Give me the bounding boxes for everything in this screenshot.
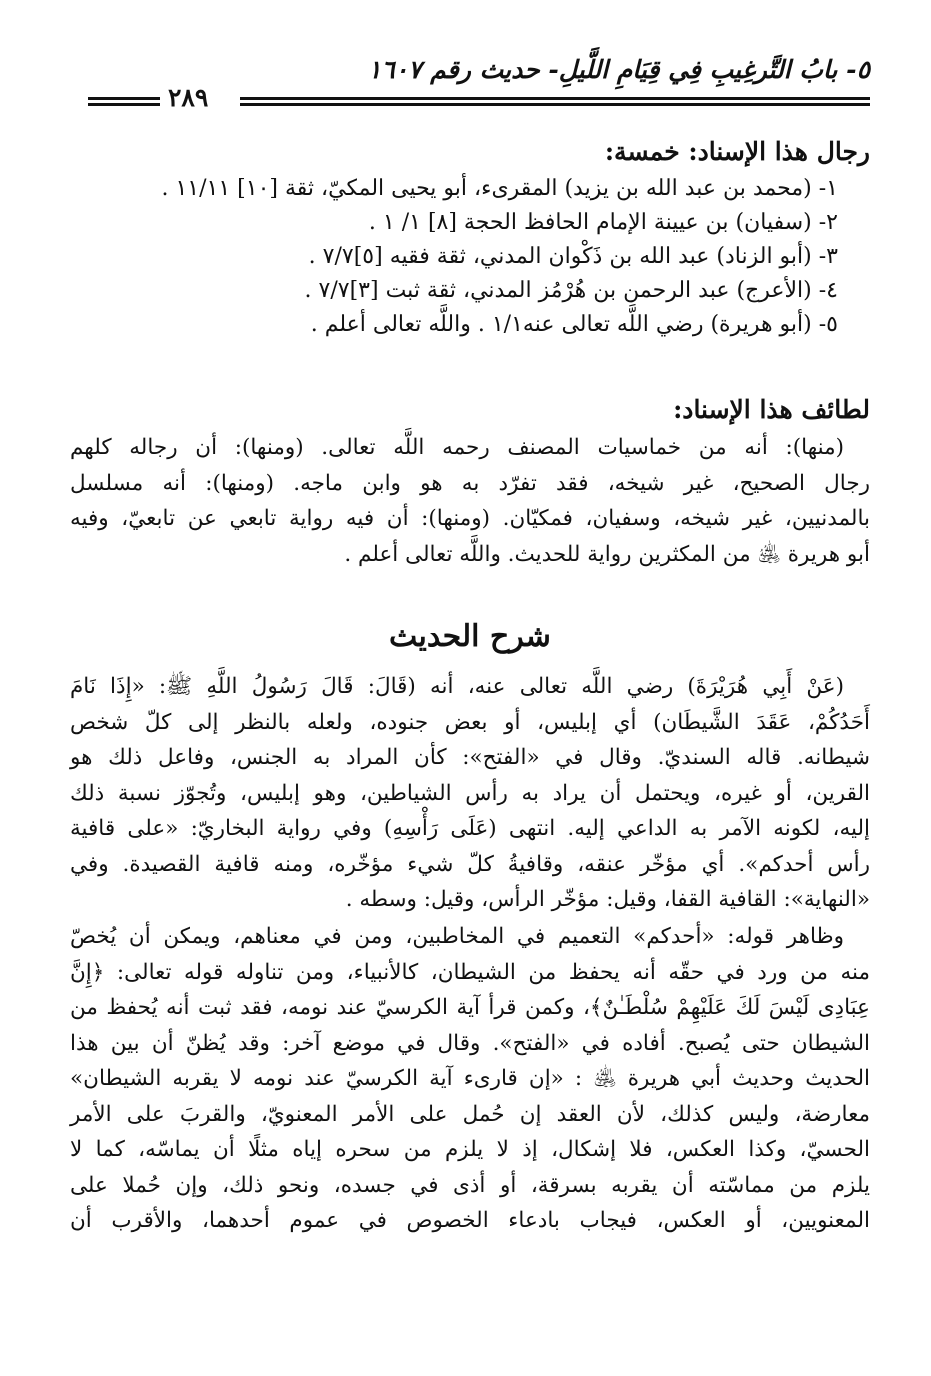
lataif-section — [70, 390, 870, 572]
running-title: ٥- بابُ التَّرغِيبِ فِي قِيَامِ اللَّيلِ- حديث رقم ١٦٠٧ — [367, 55, 870, 84]
paragraph-line: بالمدنيين، غير شيخه، وسفيان، فمكيّان. (ومنها): أن فيه رواية تابعي عن تابعيّ، وفيه — [70, 506, 870, 531]
paragraph-line: (عَنْ أَبِي هُرَيْرَةَ) رضي اللَّه تعالى عنه، أنه (قَالَ: قَالَ رَسُولُ اللَّهِ ﷺ: «إِذَا نَامَ — [70, 674, 844, 699]
page-header — [70, 55, 870, 115]
section-title: شرح الحديث — [389, 619, 551, 654]
paragraph-line: القرين، أو غيره، ويحتمل أن يراد به رأس الشياطين، وهو إبليس، وتُجوّز نسبة ذلك — [70, 780, 870, 806]
paragraph-line: وظاهر قوله: «أحدكم» التعميم في المخاطبين، ومن في معناهم، ويمكن أن يُخصّ — [70, 924, 844, 949]
rijal-heading: رجال هذا الإسناد: خمسة: — [604, 137, 870, 166]
paragraph-line: المعنويين، أو العكس، فيجاب بادعاء الخصوص في عموم أحدهما، والأقرب أن — [70, 1208, 870, 1233]
lataif-heading: لطائف هذا الإسناد: — [673, 395, 870, 424]
rijal-section — [70, 132, 870, 342]
sharh-paragraph-2 — [70, 919, 870, 1239]
paragraph-line: معارضة، وليس كذلك، لأن العقد إن حُمل على الأمر المعنويّ، والقربَ على الأمر — [70, 1101, 870, 1127]
paragraph-line: أَحَدُكُمْ، عَقَدَ الشَّيطَان) أي إبليس، أو بعض جنوده، ولعله بالنظر إلى كلّ شخص — [70, 709, 870, 735]
paragraph-line: رأس أحدكم». أي مؤخّر عنقه، وقافيةُ كلّ شيء مؤخّره، ومنه قافية القصيدة. وفي — [70, 851, 870, 877]
paragraph-line: منه من ورد في حقّه أنه يحفظ من الشيطان، كالأنبياء، ومن تناوله قوله تعالى: ﴿إِنَّ — [70, 959, 870, 985]
sharh-paragraph-1 — [70, 669, 870, 918]
paragraph-line: عِبَادِى لَيْسَ لَكَ عَلَيْهِمْ سُلْطَـٰنٌ﴾، وكمن قرأ آية الكرسيّ عند نومه، فقد ثبت أنه يُحفظ من — [70, 995, 870, 1020]
paragraph-line: أبو هريرة ﵁ من المكثرين رواية للحديث. واللَّه تعالى أعلم . — [344, 541, 870, 567]
narrator-item: ٢- (سفيان) بن عيينة الإمام الحافظ الحجة [٨] ١/ ١ . — [368, 210, 838, 235]
paragraph-line: يلزم من مماسّته أن يقربه بسرقة، أو أذى في جسده، ونحو ذلك، وإن حُملا على — [70, 1172, 870, 1198]
paragraph-line: (منها): أنه من خماسيات المصنف رحمه اللَّه تعالى. (ومنها): أن رجاله كلهم — [70, 435, 844, 460]
paragraph-line: الحديث وحديث أبي هريرة ﵁ : «إن قارىء آية الكرسيّ عند نومه لا يقربه الشيطان» — [70, 1066, 870, 1091]
narrator-item: ٣- (أبو الزناد) عبد الله بن ذَكْوان المدني، ثقة فقيه [٥]٧/٧ . — [308, 244, 838, 269]
page-number-rule — [88, 97, 160, 106]
narrator-item: ١- (محمد بن عبد الله بن يزيد) المقرىء، أبو يحيى المكيّ، ثقة [١٠] ١١/١١ . — [161, 176, 838, 201]
paragraph-line: «النهاية»: القافية القفا، وقيل: مؤخّر الرأس، وقيل: وسطه . — [345, 887, 870, 912]
page-number: ٢٨٩ — [168, 83, 209, 112]
book-page — [70, 55, 870, 1355]
paragraph-line: إليه، لكونه الآمر به الداعي إليه. انتهى (عَلَى رَأْسِهِ) وفي رواية البخاريّ: «على قافية — [70, 816, 870, 841]
paragraph-line: شيطانه. قاله السنديّ. وقال في «الفتح»: كأن المراد به الجنس، وفاعل ذلك هو — [70, 745, 870, 770]
paragraph-line: الحسيّ، وكذا العكس، فلا إشكال، إذ لا يلزم من سحره إياه مثلًا أن يماسّه، كما لا — [70, 1137, 870, 1162]
sharh-title-wrap — [70, 612, 870, 662]
narrator-item: ٥- (أبو هريرة) رضي اللَّه تعالى عنه١/١ . واللَّه تعالى أعلم . — [310, 312, 838, 337]
header-rule — [240, 97, 870, 106]
paragraph-line: الشيطان حتى يُصبح. أفاده في «الفتح». وقال في موضع آخر: وقد يُظنّ أن بين هذا — [70, 1030, 870, 1056]
paragraph-line: رجال الصحيح، غير شيخه، فقد تفرّد به هو وابن ماجه. (ومنها): أنه مسلسل — [70, 470, 870, 496]
narrator-item: ٤- (الأعرج) عبد الرحمن بن هُرْمُز المدني، ثقة ثبت [٣]٧/٧ . — [304, 278, 838, 303]
